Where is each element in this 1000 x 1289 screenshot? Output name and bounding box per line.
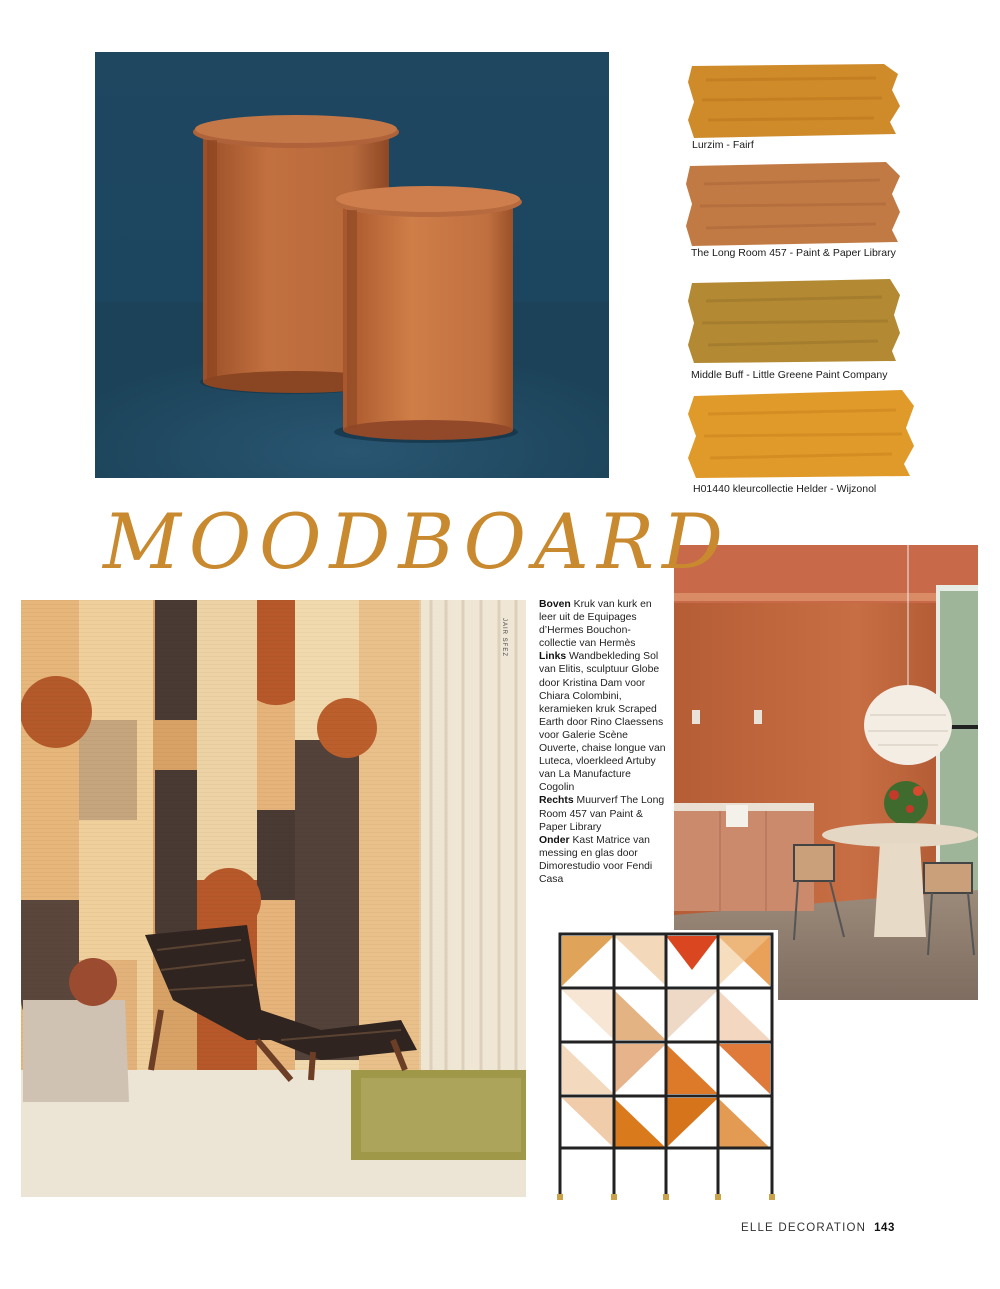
swatch-label-3: Middle Buff - Little Greene Paint Company [691, 369, 888, 381]
swatch-stroke-1 [686, 60, 902, 140]
cabinet-photo [556, 930, 778, 1202]
caption-body-boven: Kruk van kurk en leer uit de Equipages d’Hermes Bouchon-collectie van Hermès [539, 599, 652, 650]
leather-stools-illustration [95, 52, 609, 478]
sol-wallcovering-illustration [21, 600, 526, 1197]
caption-body-links: Wandbekleding Sol van Elitis, sculptuur Globe door Kristina Dam voor Chiara Colombini, keramieken kruk Scraped Earth door Rino Claessens voor Galerie Scène Ouverte, chaise longue van Luteca, vloerkleed Artuby van La Manufacture Cogolin [539, 651, 666, 794]
swatch-stroke-3 [686, 275, 902, 365]
swatch-label-2: The Long Room 457 - Paint & Paper Library [691, 247, 896, 259]
page-number: 143 [874, 1222, 895, 1234]
caption-heading-onder: Onder [539, 834, 570, 846]
page-footer [741, 1222, 895, 1234]
caption-body-onder: Kast Matrice van messing en glas door Dimorestudio voor Fendi Casa [539, 834, 653, 885]
caption-heading-boven: Boven [539, 599, 571, 610]
caption-text [539, 598, 667, 886]
page-headline: MOODBOARD [103, 497, 731, 586]
swatch-stroke-2 [686, 160, 902, 248]
swatch-label-1: Lurzim - Fairf [692, 139, 754, 151]
glass-cabinet-illustration [556, 930, 778, 1202]
swatch-label-4: H01440 kleurcollectie Helder - Wijzonol [693, 483, 877, 495]
paint-swatches [686, 60, 916, 500]
caption-heading-links: Links [539, 651, 567, 663]
caption-heading-rechts: Rechts [539, 795, 574, 807]
wall-covering-photo [21, 600, 526, 1197]
caption-body-rechts: Muurverf The Long Room 457 van Paint & Paper Library [539, 795, 665, 833]
stools-photo [95, 52, 609, 478]
swatch-stroke-4 [686, 388, 916, 480]
magazine-name: ELLE DECORATION [741, 1222, 867, 1234]
photo-credit: JAIR SFEZ [501, 618, 507, 658]
